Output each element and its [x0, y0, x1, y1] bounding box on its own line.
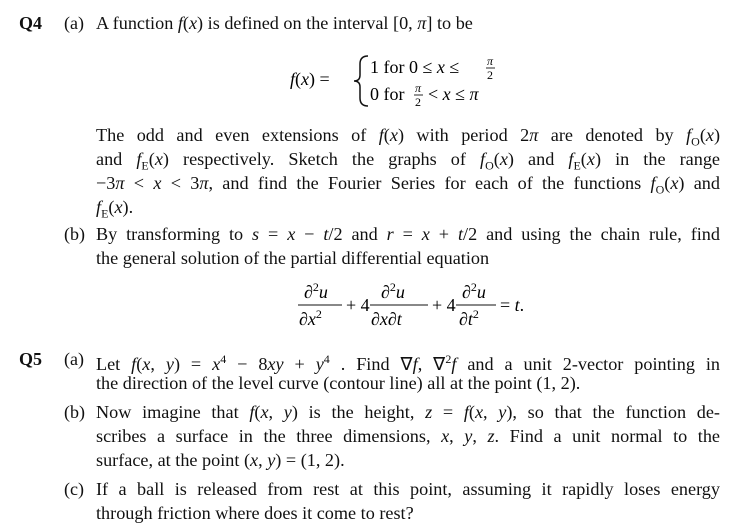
- q5a-line-2: the direction of the level curve (contour line) all at the point (1, 2).: [96, 373, 581, 393]
- svg-text:∂2u: ∂$^2$u: [381, 280, 405, 302]
- svg-text:∂x2: $\partial x^2$: [299, 307, 322, 329]
- svg-text:∂2u: ∂$^2$u: [304, 280, 328, 302]
- pde-equation: [296, 278, 526, 336]
- part-marker-q4b: (b): [64, 224, 85, 244]
- case-1-frac-num: π: [487, 54, 494, 68]
- q5c-paragraph: [96, 477, 720, 525]
- q4a-line-3: −3π < x < 3π, and find the Fourier Series for each of the functions $f_O(x)$ and: [96, 173, 720, 197]
- question-label-q5: Q5: [19, 349, 43, 369]
- q4a-intro: [96, 11, 473, 35]
- q4a-intro-text: A function f(x) is defined on the interval [0, π] to be: [96, 13, 473, 33]
- q4a-line-1: The odd and even extensions of f(x) with period 2π are denoted by $f_O(x)$: [96, 125, 721, 149]
- svg-text:+ 4: + 4: [432, 295, 456, 315]
- q5c-line-1: If a ball is released from rest at this point, assuming it rapidly loses energy: [96, 479, 720, 499]
- part-marker-q5b: (b): [64, 402, 85, 422]
- q4a-line-4: $f_E(x)$.: [96, 197, 134, 221]
- svg-text:∂t2: $\partial t^2$: [459, 307, 479, 329]
- svg-text:= t.: = t.: [500, 295, 525, 315]
- q5b-line-3: surface, at the point (x, y) = (1, 2).: [96, 450, 345, 470]
- question-label-q4: Q4: [19, 13, 43, 33]
- case-1: 1 for 0 ≤ x ≤: [370, 57, 460, 77]
- q5b-line-1: Now imagine that f(x, y) is the height, z = f(x, y), so that the function de-: [96, 402, 720, 422]
- q5a-line-1: Let f(x, $y) = x^4 - 8xy + y^4$ . Find ∇f, ∇$^2$f and a unit 2-vector pointing in: [96, 352, 720, 375]
- svg-text:+ 4: + 4: [346, 295, 370, 315]
- q5b-paragraph: [96, 400, 720, 472]
- svg-text:2: 2: [415, 95, 421, 109]
- case-2: 0 for: [370, 84, 405, 104]
- q4a-line-2: and $f_E(x)$ respectively. Sketch the graphs of $f_O(x)$ and $f_E(x)$ in the range: [96, 149, 720, 173]
- part-marker-q4a: (a): [64, 13, 84, 33]
- q4a-paragraph: [96, 123, 720, 219]
- q5c-line-2: through friction where does it come to rest?: [96, 503, 414, 523]
- case-1-frac-den: 2: [487, 68, 493, 82]
- svg-text:π: π: [415, 81, 422, 95]
- part-marker-q5a: (a): [64, 349, 84, 369]
- left-brace: [354, 56, 368, 106]
- q4b-line-1: By transforming to s = x − t/2 and r = x + t/2 and using the chain rule, find: [96, 224, 720, 244]
- q4b-paragraph: [96, 222, 720, 270]
- q5b-line-2: scribes a surface in the three dimensions, x, y, z. Find a unit normal to the: [96, 426, 721, 446]
- q5a-paragraph: [96, 347, 720, 395]
- q4b-line-2: the general solution of the partial differential equation: [96, 248, 490, 268]
- svg-text:∂x∂t: ∂x∂t: [371, 309, 402, 329]
- part-marker-q5c: (c): [64, 479, 84, 499]
- piecewise-definition: [290, 52, 530, 110]
- piecewise-lhs: f(x) =: [290, 69, 330, 89]
- svg-text:< x ≤ π: < x ≤ π: [428, 84, 479, 104]
- svg-text:∂2u: ∂$^2$u: [462, 280, 486, 302]
